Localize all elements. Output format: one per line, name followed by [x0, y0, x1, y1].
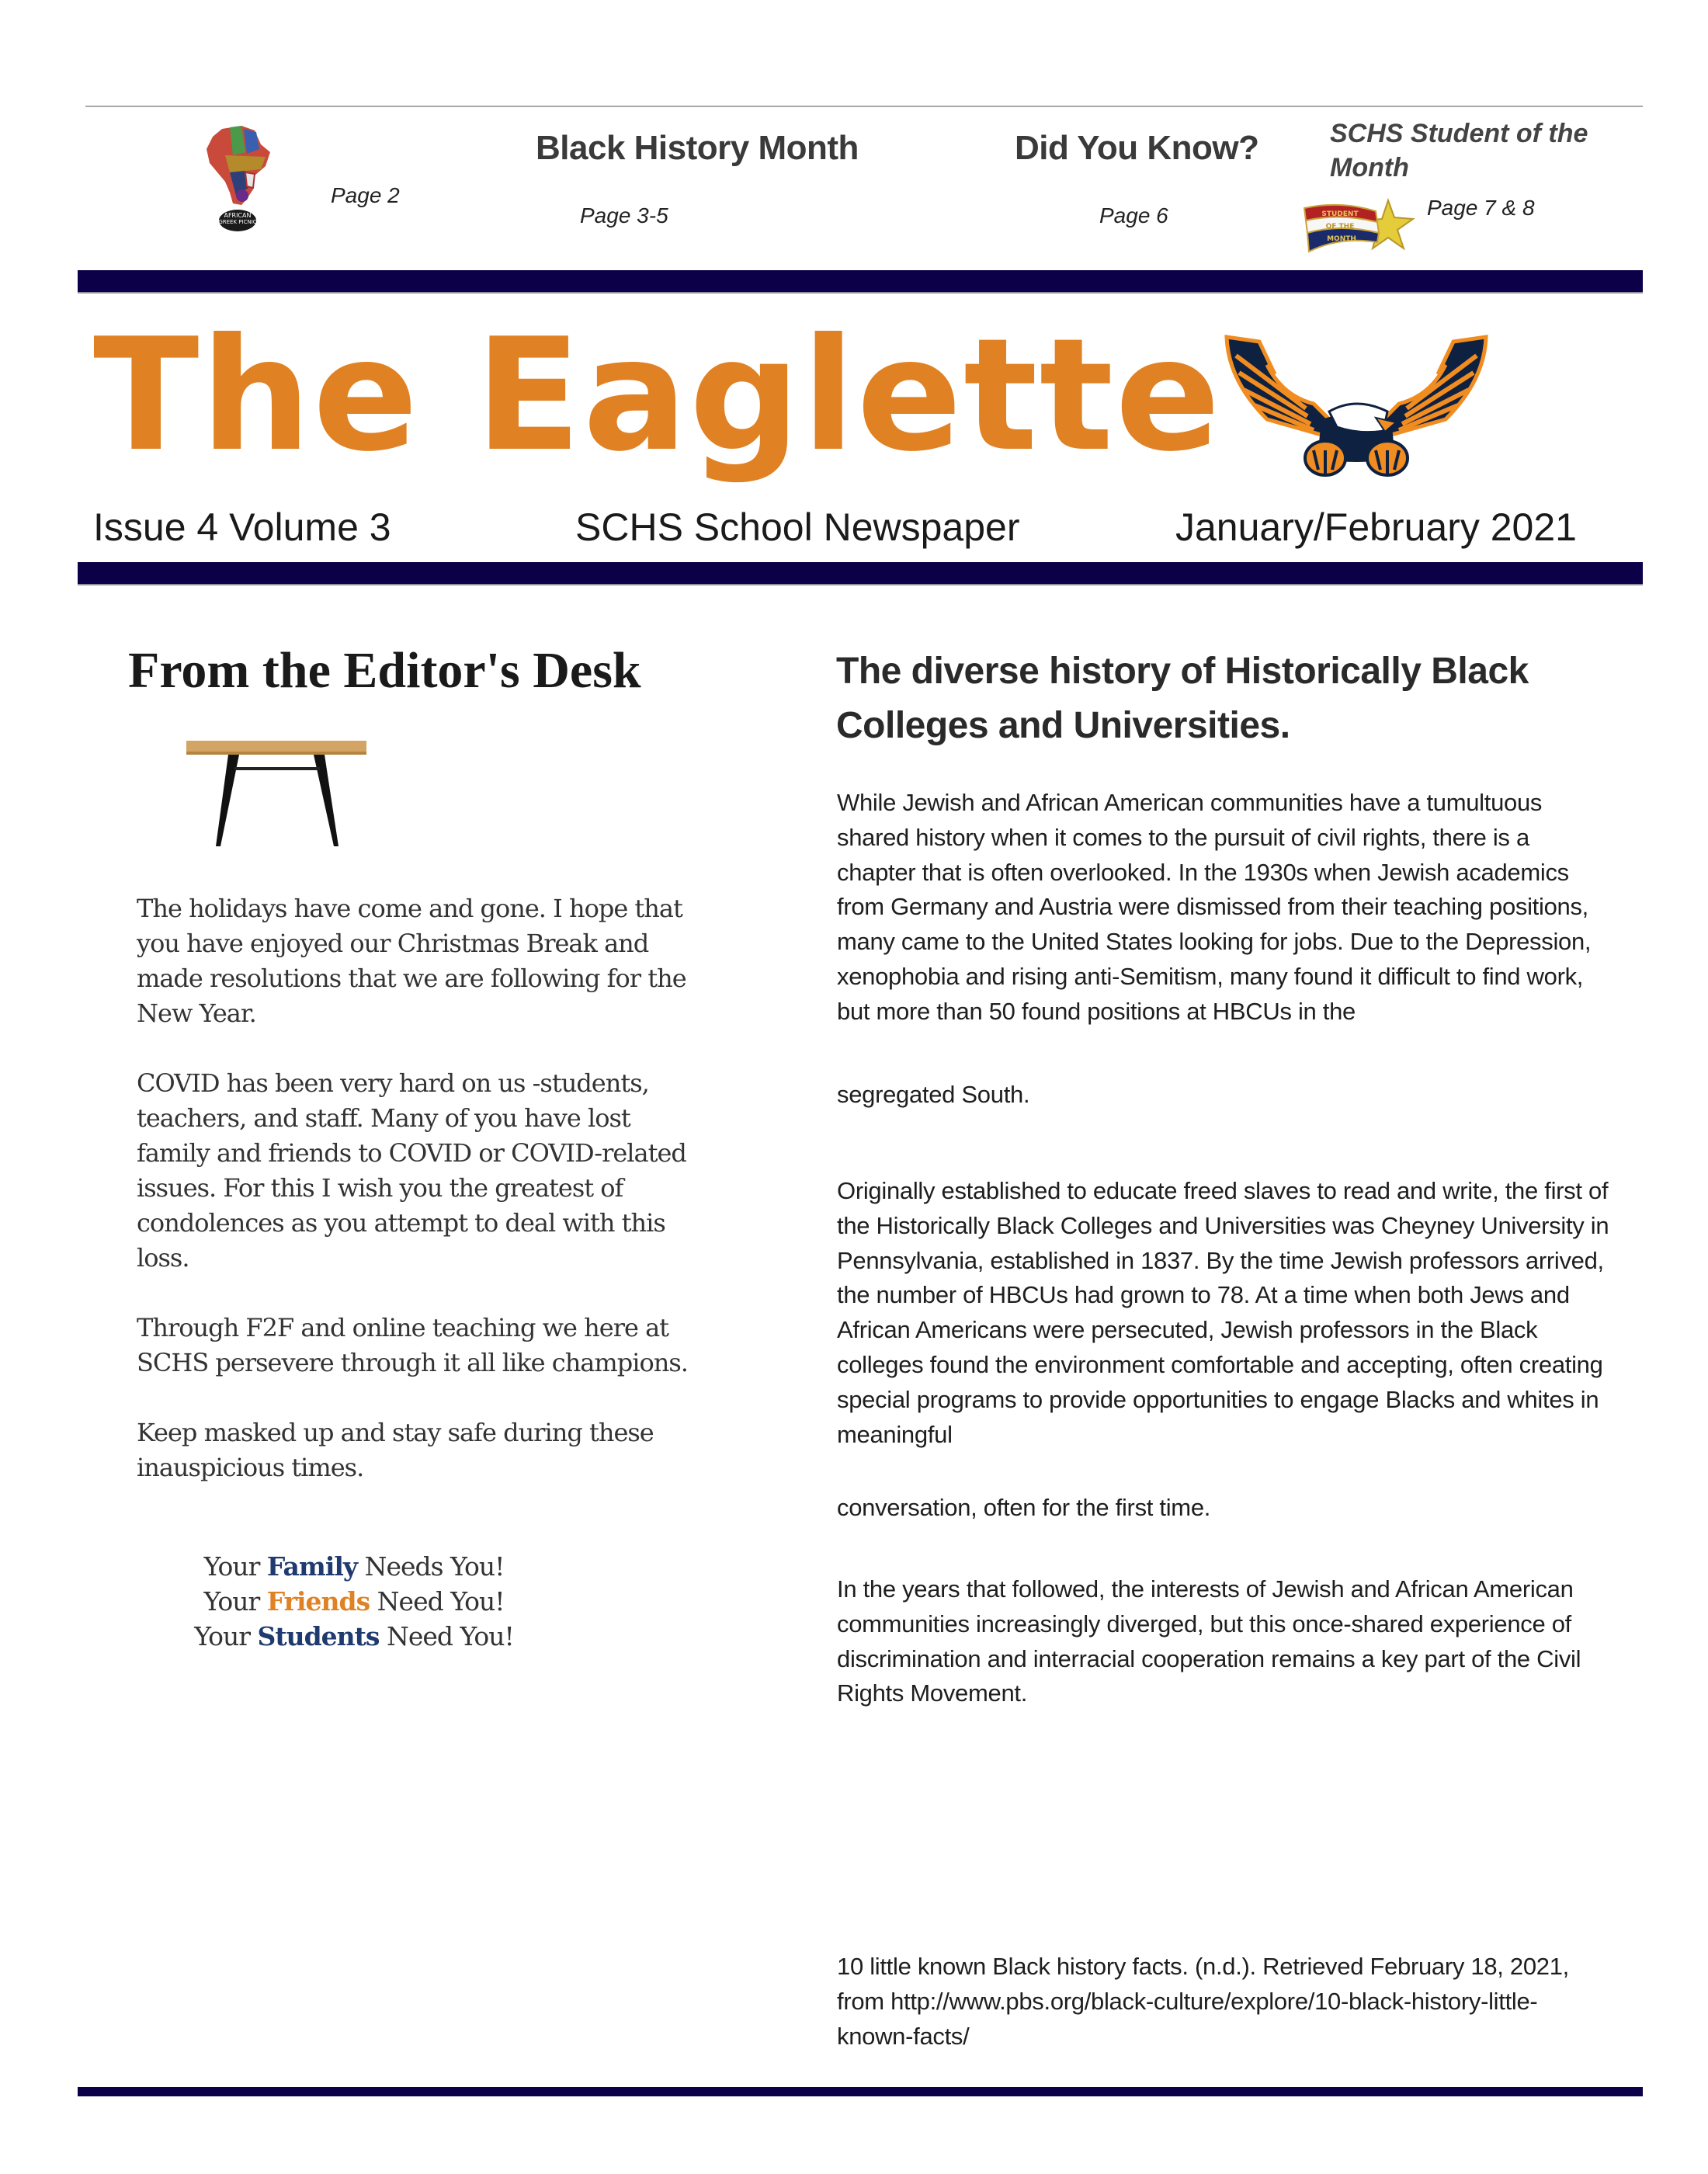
nav-page-3-5[interactable]: Page 3-5	[580, 203, 668, 227]
student-of-the-month-pin-icon	[1301, 197, 1418, 255]
editor-paragraph: The holidays have come and gone. I hope that you have enjoyed our Christmas Break and made resolutions that we are following for the New Year.	[137, 894, 686, 1028]
navy-divider-top	[78, 270, 1643, 293]
article-citation: 10 little known Black history facts. (n.d.). Retrieved February 18, 2021, from http://www.pbs.org/black-culture/explore/10-black-history-little-known-facts/	[837, 1953, 1569, 2050]
eagle-mascot-icon	[1220, 334, 1492, 481]
slogan-students	[137, 1619, 571, 1654]
slogan-suffix: Need You!	[379, 1621, 514, 1651]
slogan-highlight-students: Students	[257, 1621, 380, 1651]
article-heading: The diverse history of Historically Black Colleges and Universities.	[836, 651, 1529, 746]
article-paragraph-tail: conversation, often for the first time.	[837, 1494, 1211, 1521]
slogan-suffix: Needs You!	[357, 1551, 505, 1582]
editor-paragraph: COVID has been very hard on us -students, teachers, and staff. Many of you have lost family and friends to COVID or COVID-related issues. For this I wish you the greatest of condolences as you attempt to deal with this loss.	[137, 1068, 686, 1273]
editor-paragraph: Through F2F and online teaching we here at SCHS persevere through it all like champions.	[137, 1313, 688, 1377]
desk-table-icon	[186, 738, 373, 850]
article-paragraph: In the years that followed, the interests of Jewish and African American communities increasingly diverged, but this once-shared experience of discrimination and interracial cooperation remains a key part of the Civil Rights Movement.	[837, 1575, 1581, 1707]
article-paragraph: Originally established to educate freed slaves to read and write, the first of the Historically Black Colleges and Universities was Cheyney University in Pennsylvania, established in 1837. By the time Jewish professors arrived, the number of HBCUs had grown to 78. At a time when both Jews and African Americans were persecuted, Jewish professors in the Black colleges found the environment comfortable and accepting, often creating special programs to provide opportunities to engage Blacks and whites in meaningful	[837, 1177, 1609, 1448]
nav-page-2[interactable]: Page 2	[331, 183, 400, 207]
slogan-suffix: Need You!	[370, 1586, 505, 1617]
nav-page-7-8[interactable]: Page 7 & 8	[1427, 196, 1535, 220]
svg-text:OF THE: OF THE	[1325, 223, 1355, 231]
slogan-highlight-family: Family	[266, 1551, 358, 1582]
article-paragraph-tail: segregated South.	[837, 1081, 1030, 1108]
svg-text:MONTH: MONTH	[1327, 235, 1356, 243]
slogans	[137, 1549, 571, 1654]
issue-date: January/February 2021	[1175, 505, 1577, 549]
editor-paragraph: Keep masked up and stay safe during these inauspicious times.	[137, 1418, 654, 1482]
nav-title-black-history-month[interactable]: Black History Month	[536, 129, 859, 167]
navy-divider-masthead	[78, 562, 1643, 585]
nav-title-did-you-know[interactable]: Did You Know?	[1015, 129, 1259, 167]
slogan-highlight-friends: Friends	[266, 1586, 370, 1617]
navy-divider-bottom	[78, 2087, 1643, 2096]
slogan-prefix: Your	[203, 1551, 267, 1582]
slogan-family	[137, 1549, 571, 1584]
newspaper-subtitle: SCHS School Newspaper	[575, 505, 1020, 549]
nav-page-6[interactable]: Page 6	[1099, 203, 1168, 227]
editor-heading: From the Editor's Desk	[128, 642, 641, 699]
slogan-prefix: Your	[203, 1586, 267, 1617]
top-divider	[85, 106, 1643, 107]
african-greek-picnic-logo-icon	[199, 121, 276, 238]
slogan-prefix: Your	[194, 1621, 258, 1651]
svg-text:GREEK PICNIC: GREEK PICNIC	[218, 219, 257, 225]
slogan-friends	[137, 1584, 571, 1619]
nav-title-student-of-the-month[interactable]: SCHS Student of the Month	[1330, 119, 1588, 182]
masthead-title: The Eaglette	[93, 305, 1222, 486]
svg-text:STUDENT: STUDENT	[1321, 210, 1359, 218]
svg-text:AFRICAN: AFRICAN	[224, 212, 252, 219]
editor-body	[137, 891, 696, 1520]
issue-volume: Issue 4 Volume 3	[93, 505, 391, 549]
article-paragraph: While Jewish and African American communities have a tumultuous shared history when it comes to the pursuit of civil rights, there is a chapter that is often overlooked. In the 1930s when Jewish academics from Germany and Austria were dismissed from their teaching positions, many came to the United States looking for jobs. Due to the Depression, xenophobia and rising anti-Semitism, many found it difficult to find work, but more than 50 found positions at HBCUs in the	[837, 789, 1592, 1025]
